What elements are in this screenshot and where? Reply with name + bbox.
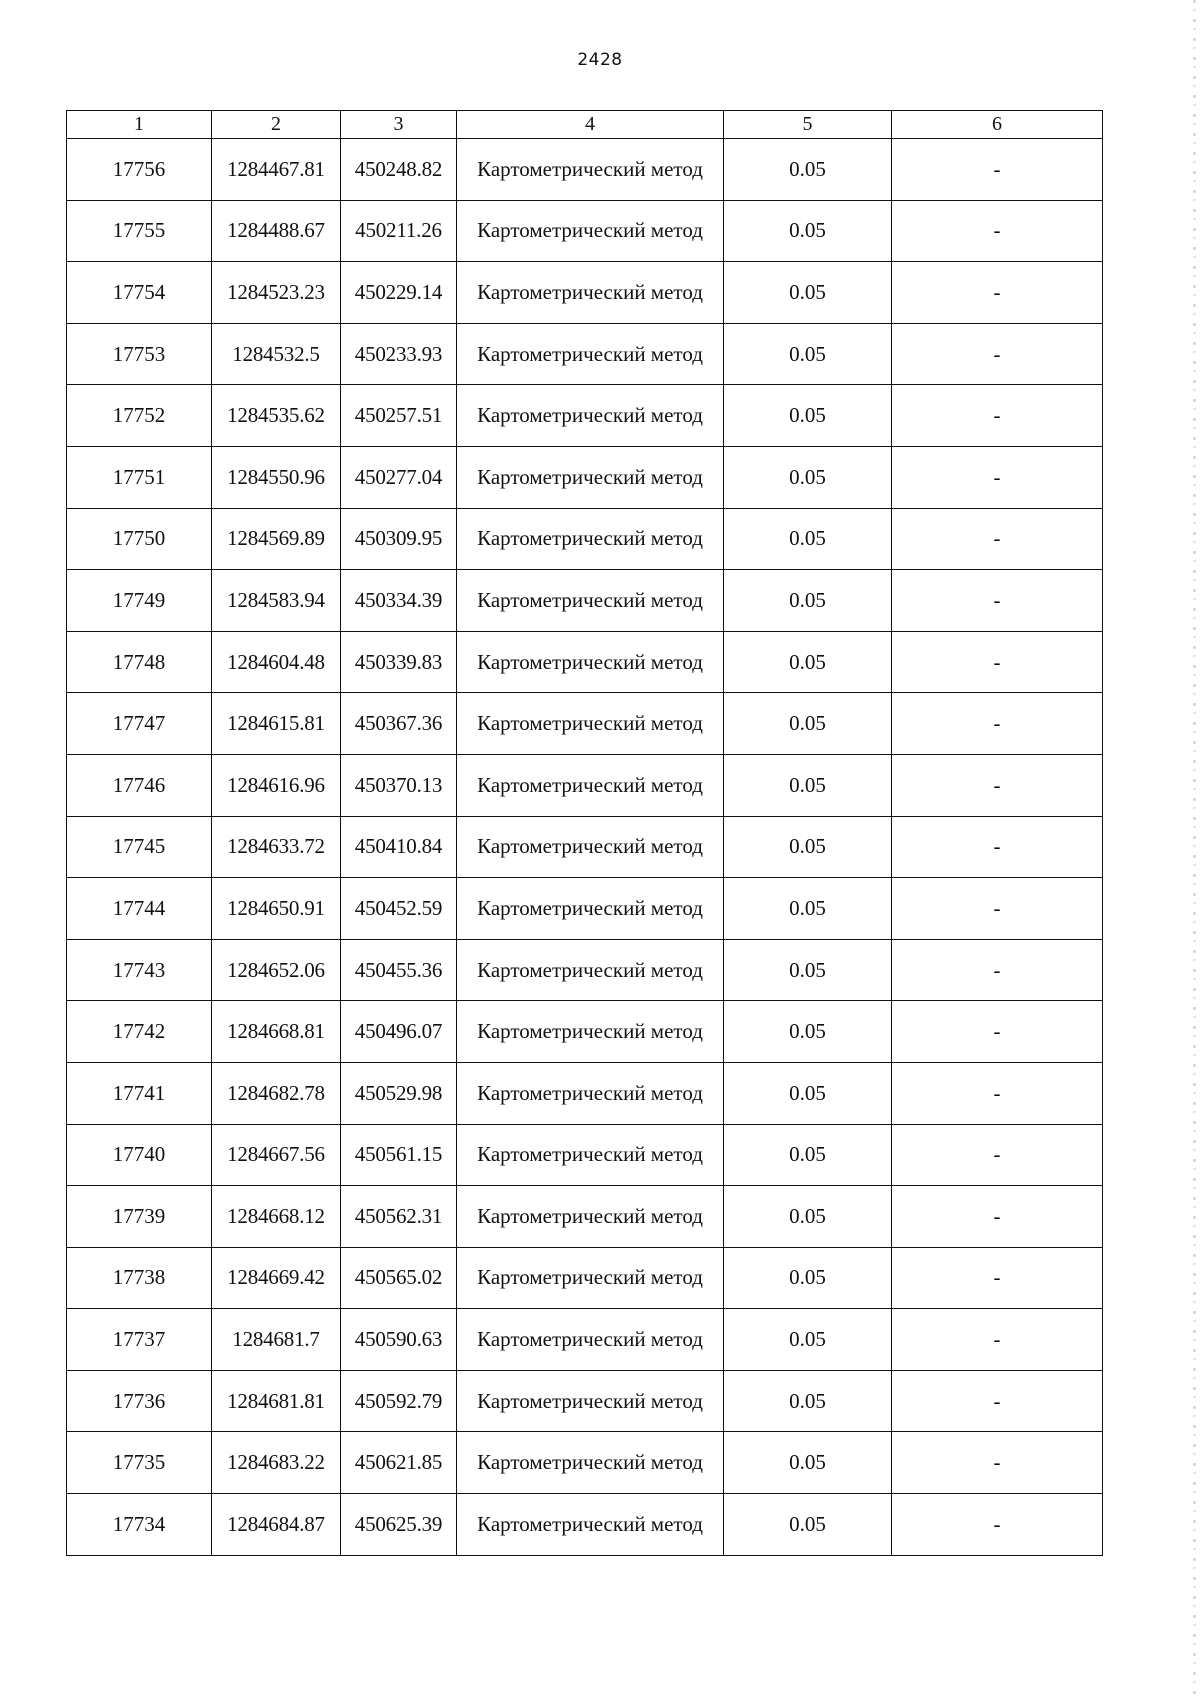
x-coordinate-cell: 1284668.12 [212, 1186, 341, 1248]
table-row [67, 878, 1103, 940]
point-number-cell: 17746 [67, 754, 212, 816]
note-cell: - [892, 139, 1103, 201]
table-row [67, 1247, 1103, 1309]
y-coordinate-cell: 450592.79 [341, 1370, 457, 1432]
note-cell: - [892, 631, 1103, 693]
x-coordinate-cell: 1284650.91 [212, 878, 341, 940]
method-cell: Картометрический метод [457, 1309, 724, 1371]
table-row [67, 570, 1103, 632]
note-cell: - [892, 1370, 1103, 1432]
table-row [67, 1432, 1103, 1494]
accuracy-cell: 0.05 [724, 1309, 892, 1371]
note-cell: - [892, 1309, 1103, 1371]
x-coordinate-cell: 1284682.78 [212, 1062, 341, 1124]
point-number-cell: 17741 [67, 1062, 212, 1124]
method-cell: Картометрический метод [457, 1062, 724, 1124]
point-number-cell: 17734 [67, 1494, 212, 1556]
y-coordinate-cell: 450334.39 [341, 570, 457, 632]
table-body [67, 139, 1103, 1556]
point-number-cell: 17743 [67, 939, 212, 1001]
accuracy-cell: 0.05 [724, 878, 892, 940]
note-cell: - [892, 754, 1103, 816]
method-cell: Картометрический метод [457, 1186, 724, 1248]
accuracy-cell: 0.05 [724, 1370, 892, 1432]
accuracy-cell: 0.05 [724, 754, 892, 816]
column-header: 6 [892, 111, 1103, 139]
note-cell: - [892, 693, 1103, 755]
y-coordinate-cell: 450370.13 [341, 754, 457, 816]
x-coordinate-cell: 1284684.87 [212, 1494, 341, 1556]
method-cell: Картометрический метод [457, 446, 724, 508]
x-coordinate-cell: 1284668.81 [212, 1001, 341, 1063]
method-cell: Картометрический метод [457, 139, 724, 201]
y-coordinate-cell: 450277.04 [341, 446, 457, 508]
table-row [67, 816, 1103, 878]
point-number-cell: 17736 [67, 1370, 212, 1432]
table-row [67, 139, 1103, 201]
table-row [67, 1186, 1103, 1248]
accuracy-cell: 0.05 [724, 200, 892, 262]
method-cell: Картометрический метод [457, 385, 724, 447]
note-cell: - [892, 1001, 1103, 1063]
point-number-cell: 17747 [67, 693, 212, 755]
accuracy-cell: 0.05 [724, 939, 892, 1001]
method-cell: Картометрический метод [457, 1124, 724, 1186]
point-number-cell: 17752 [67, 385, 212, 447]
x-coordinate-cell: 1284683.22 [212, 1432, 341, 1494]
method-cell: Картометрический метод [457, 323, 724, 385]
point-number-cell: 17754 [67, 262, 212, 324]
point-number-cell: 17735 [67, 1432, 212, 1494]
accuracy-cell: 0.05 [724, 323, 892, 385]
x-coordinate-cell: 1284652.06 [212, 939, 341, 1001]
column-header: 3 [341, 111, 457, 139]
column-header: 1 [67, 111, 212, 139]
point-number-cell: 17737 [67, 1309, 212, 1371]
accuracy-cell: 0.05 [724, 385, 892, 447]
y-coordinate-cell: 450410.84 [341, 816, 457, 878]
method-cell: Картометрический метод [457, 508, 724, 570]
point-number-cell: 17755 [67, 200, 212, 262]
column-header: 5 [724, 111, 892, 139]
point-number-cell: 17739 [67, 1186, 212, 1248]
table-row [67, 693, 1103, 755]
scan-edge-artifact [1193, 0, 1196, 1696]
point-number-cell: 17750 [67, 508, 212, 570]
accuracy-cell: 0.05 [724, 1494, 892, 1556]
y-coordinate-cell: 450211.26 [341, 200, 457, 262]
accuracy-cell: 0.05 [724, 139, 892, 201]
x-coordinate-cell: 1284681.81 [212, 1370, 341, 1432]
accuracy-cell: 0.05 [724, 1124, 892, 1186]
table-row [67, 1494, 1103, 1556]
y-coordinate-cell: 450562.31 [341, 1186, 457, 1248]
y-coordinate-cell: 450309.95 [341, 508, 457, 570]
y-coordinate-cell: 450590.63 [341, 1309, 457, 1371]
method-cell: Картометрический метод [457, 1247, 724, 1309]
note-cell: - [892, 878, 1103, 940]
note-cell: - [892, 323, 1103, 385]
note-cell: - [892, 262, 1103, 324]
note-cell: - [892, 939, 1103, 1001]
accuracy-cell: 0.05 [724, 631, 892, 693]
table-row [67, 939, 1103, 1001]
table-row [67, 1001, 1103, 1063]
x-coordinate-cell: 1284467.81 [212, 139, 341, 201]
x-coordinate-cell: 1284569.89 [212, 508, 341, 570]
method-cell: Картометрический метод [457, 262, 724, 324]
method-cell: Картометрический метод [457, 570, 724, 632]
point-number-cell: 17742 [67, 1001, 212, 1063]
table-row [67, 385, 1103, 447]
table-row [67, 446, 1103, 508]
method-cell: Картометрический метод [457, 1370, 724, 1432]
y-coordinate-cell: 450529.98 [341, 1062, 457, 1124]
x-coordinate-cell: 1284633.72 [212, 816, 341, 878]
point-number-cell: 17756 [67, 139, 212, 201]
x-coordinate-cell: 1284488.67 [212, 200, 341, 262]
point-number-cell: 17745 [67, 816, 212, 878]
x-coordinate-cell: 1284532.5 [212, 323, 341, 385]
coordinates-table [66, 110, 1103, 1556]
y-coordinate-cell: 450625.39 [341, 1494, 457, 1556]
accuracy-cell: 0.05 [724, 1186, 892, 1248]
accuracy-cell: 0.05 [724, 1247, 892, 1309]
x-coordinate-cell: 1284550.96 [212, 446, 341, 508]
accuracy-cell: 0.05 [724, 693, 892, 755]
note-cell: - [892, 446, 1103, 508]
y-coordinate-cell: 450233.93 [341, 323, 457, 385]
x-coordinate-cell: 1284604.48 [212, 631, 341, 693]
x-coordinate-cell: 1284616.96 [212, 754, 341, 816]
note-cell: - [892, 570, 1103, 632]
table-row [67, 631, 1103, 693]
method-cell: Картометрический метод [457, 631, 724, 693]
note-cell: - [892, 1186, 1103, 1248]
y-coordinate-cell: 450339.83 [341, 631, 457, 693]
table-header-row [67, 111, 1103, 139]
accuracy-cell: 0.05 [724, 816, 892, 878]
x-coordinate-cell: 1284583.94 [212, 570, 341, 632]
note-cell: - [892, 1062, 1103, 1124]
y-coordinate-cell: 450257.51 [341, 385, 457, 447]
y-coordinate-cell: 450561.15 [341, 1124, 457, 1186]
table-row [67, 262, 1103, 324]
y-coordinate-cell: 450367.36 [341, 693, 457, 755]
point-number-cell: 17748 [67, 631, 212, 693]
y-coordinate-cell: 450452.59 [341, 878, 457, 940]
method-cell: Картометрический метод [457, 1494, 724, 1556]
note-cell: - [892, 1432, 1103, 1494]
accuracy-cell: 0.05 [724, 508, 892, 570]
x-coordinate-cell: 1284615.81 [212, 693, 341, 755]
x-coordinate-cell: 1284669.42 [212, 1247, 341, 1309]
column-header: 2 [212, 111, 341, 139]
note-cell: - [892, 1494, 1103, 1556]
note-cell: - [892, 385, 1103, 447]
method-cell: Картометрический метод [457, 939, 724, 1001]
table-row [67, 1309, 1103, 1371]
method-cell: Картометрический метод [457, 1001, 724, 1063]
x-coordinate-cell: 1284681.7 [212, 1309, 341, 1371]
point-number-cell: 17749 [67, 570, 212, 632]
point-number-cell: 17753 [67, 323, 212, 385]
table-row [67, 323, 1103, 385]
note-cell: - [892, 1124, 1103, 1186]
method-cell: Картометрический метод [457, 754, 724, 816]
table-row [67, 1124, 1103, 1186]
column-header: 4 [457, 111, 724, 139]
point-number-cell: 17744 [67, 878, 212, 940]
accuracy-cell: 0.05 [724, 446, 892, 508]
accuracy-cell: 0.05 [724, 570, 892, 632]
method-cell: Картометрический метод [457, 878, 724, 940]
table-row [67, 508, 1103, 570]
x-coordinate-cell: 1284523.23 [212, 262, 341, 324]
note-cell: - [892, 1247, 1103, 1309]
x-coordinate-cell: 1284535.62 [212, 385, 341, 447]
point-number-cell: 17740 [67, 1124, 212, 1186]
method-cell: Картометрический метод [457, 1432, 724, 1494]
accuracy-cell: 0.05 [724, 1432, 892, 1494]
y-coordinate-cell: 450248.82 [341, 139, 457, 201]
method-cell: Картометрический метод [457, 693, 724, 755]
y-coordinate-cell: 450455.36 [341, 939, 457, 1001]
table-row [67, 200, 1103, 262]
accuracy-cell: 0.05 [724, 262, 892, 324]
point-number-cell: 17738 [67, 1247, 212, 1309]
y-coordinate-cell: 450496.07 [341, 1001, 457, 1063]
y-coordinate-cell: 450229.14 [341, 262, 457, 324]
table-row [67, 1370, 1103, 1432]
note-cell: - [892, 200, 1103, 262]
method-cell: Картометрический метод [457, 200, 724, 262]
note-cell: - [892, 816, 1103, 878]
note-cell: - [892, 508, 1103, 570]
y-coordinate-cell: 450565.02 [341, 1247, 457, 1309]
accuracy-cell: 0.05 [724, 1001, 892, 1063]
table-row [67, 754, 1103, 816]
accuracy-cell: 0.05 [724, 1062, 892, 1124]
y-coordinate-cell: 450621.85 [341, 1432, 457, 1494]
point-number-cell: 17751 [67, 446, 212, 508]
page-number: 2428 [577, 50, 623, 70]
method-cell: Картометрический метод [457, 816, 724, 878]
x-coordinate-cell: 1284667.56 [212, 1124, 341, 1186]
table-row [67, 1062, 1103, 1124]
